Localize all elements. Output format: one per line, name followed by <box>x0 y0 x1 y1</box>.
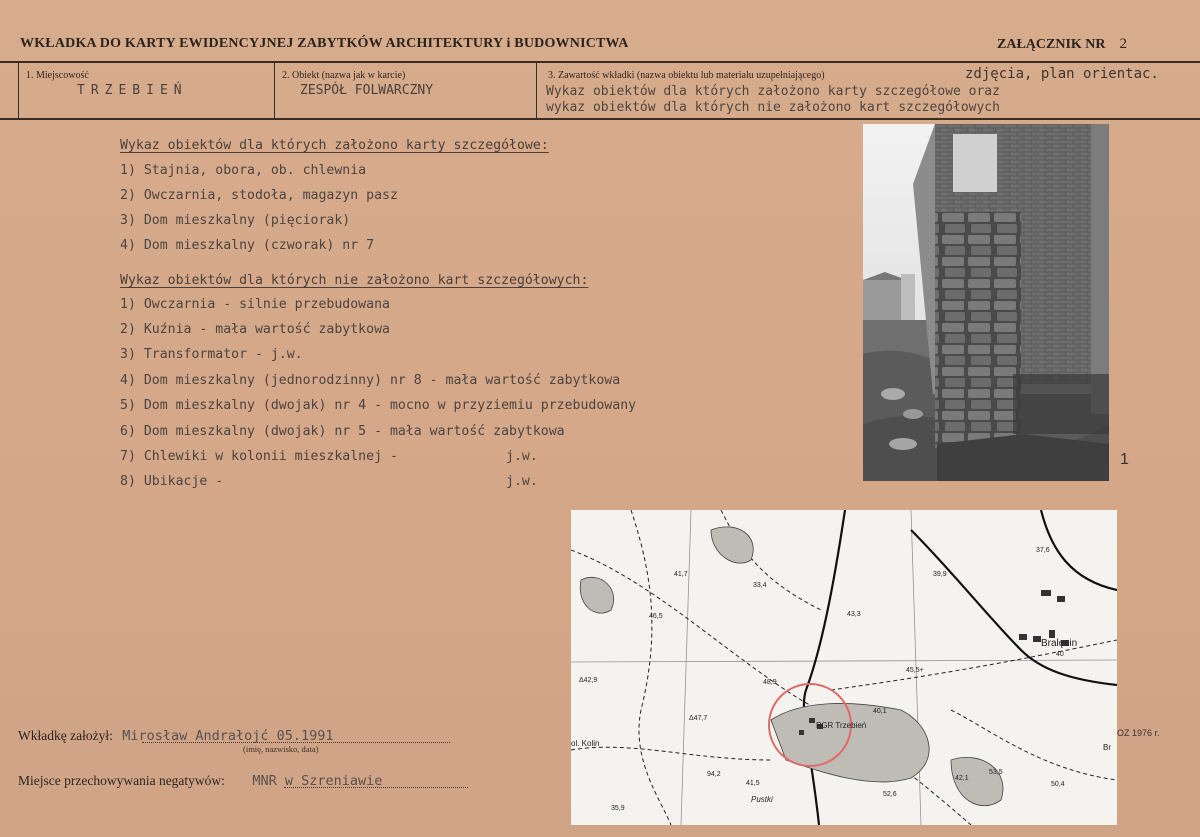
storage-value: MNR w Szreniawie <box>252 773 383 789</box>
object-value: ZESPÓŁ FOLWARCZNY <box>300 83 434 98</box>
list-item: 2) Owczarnia, stodoła, magazyn pasz <box>120 188 398 203</box>
list-item: 2) Kuźnia - mała wartość zabytkowa <box>120 322 390 337</box>
map-label: 46,5 <box>649 613 663 620</box>
map-label: 35,9 <box>611 805 625 812</box>
content-value-handwritten: zdjęcia, plan orientac. <box>965 66 1159 82</box>
map-label: 43,3 <box>847 611 861 618</box>
building-photo <box>863 124 1109 481</box>
map-label: Δ42,9 <box>579 677 598 684</box>
created-by-label: Wkładkę założył: <box>18 728 113 743</box>
orientation-map <box>571 510 1117 825</box>
map-label: PGR Trzebień <box>816 721 867 730</box>
locality-label: 1. Miejscowość <box>26 70 89 81</box>
map-label: 40 <box>1056 651 1064 658</box>
map-label: 37,6 <box>1036 547 1050 554</box>
list-item-note: j.w. <box>506 474 538 489</box>
list-item: 1) Stajnia, obora, ob. chlewnia <box>120 163 367 178</box>
content-line-1: Wykaz obiektów dla których założono karty szczegółowe oraz <box>546 84 1000 99</box>
content-label: 3. Zawartość wkładki (nazwa obiektu lub materiału uzupełniającego) <box>548 70 825 81</box>
map-label: 40,1 <box>873 708 887 715</box>
field-divider-1 <box>274 62 275 119</box>
map-label: ol. Kolin <box>571 739 600 748</box>
photo-number: 1 <box>1120 451 1129 468</box>
map-label: 41,5 <box>746 780 760 787</box>
map-label: 53,5 <box>989 769 1003 776</box>
annex-number: 2 <box>1119 36 1128 52</box>
list-item: 8) Ubikacje - <box>120 474 224 489</box>
created-by-hint: (imię, nazwisko, data) <box>243 744 319 754</box>
annex-label <box>997 36 1127 53</box>
building-photo-image <box>863 124 1109 481</box>
map-label: 94,2 <box>707 771 721 778</box>
list-item: 4) Dom mieszkalny (jednorodzinny) nr 8 - mała wartość zabytkowa <box>120 373 621 388</box>
map-label: 33,4 <box>753 582 767 589</box>
list-item: 1) Owczarnia - silnie przebudowana <box>120 297 390 312</box>
map-label: 42,1 <box>955 775 969 782</box>
header-rule-top <box>0 61 1200 63</box>
list-item-note: j.w. <box>506 449 538 464</box>
left-margin-rule <box>18 62 19 119</box>
content-line-2: wykaz obiektów dla których nie założono kart szczegółowych <box>546 100 1000 115</box>
list-item: 3) Transformator - j.w. <box>120 347 303 362</box>
map-year-note: OZ 1976 r. <box>1117 728 1160 738</box>
map-label: Br <box>1103 743 1111 752</box>
map-label: 39,9 <box>933 571 947 578</box>
storage-dotted-line <box>284 787 468 788</box>
map-label: Bralęcin <box>1041 638 1078 649</box>
map-label: 45,5+ <box>906 667 924 674</box>
list-with-cards-heading: Wykaz obiektów dla których założono karty szczegółowe: <box>120 138 549 153</box>
created-by-value: Mirosław Andrałojć 05.1991 <box>122 728 334 744</box>
map-label: 52,6 <box>883 791 897 798</box>
field-divider-2 <box>536 62 537 119</box>
list-item: 4) Dom mieszkalny (czworak) nr 7 <box>120 238 375 253</box>
map-label: Δ47,7 <box>689 715 708 722</box>
list-item: 3) Dom mieszkalny (pięciorak) <box>120 213 351 228</box>
created-by-dotted-line <box>142 742 450 743</box>
list-item: 7) Chlewiki w kolonii mieszkalnej - <box>120 449 398 464</box>
object-label: 2. Obiekt (nazwa jak w karcie) <box>282 70 406 81</box>
list-item: 5) Dom mieszkalny (dwojak) nr 4 - mocno w przyziemiu przebudowany <box>120 398 637 413</box>
orientation-map-image <box>571 510 1117 825</box>
annex-label-text: ZAŁĄCZNIK NR <box>997 37 1106 52</box>
storage-label: Miejsce przechowywania negatywów: <box>18 773 225 788</box>
list-without-cards-heading: Wykaz obiektów dla których nie założono kart szczegółowych: <box>120 273 589 288</box>
map-label: 41,7 <box>674 571 688 578</box>
header-rule-bottom <box>0 118 1200 120</box>
list-item: 6) Dom mieszkalny (dwojak) nr 5 - mała wartość zabytkowa <box>120 424 565 439</box>
map-label: 50,4 <box>1051 781 1065 788</box>
card-title: WKŁADKA DO KARTY EWIDENCYJNEJ ZABYTKÓW ARCHITEKTURY i BUDOWNICTWA <box>20 36 629 51</box>
map-label: Pustki <box>751 795 773 804</box>
map-label: 48,9 <box>763 679 777 686</box>
locality-value: TRZEBIEŃ <box>77 83 188 98</box>
